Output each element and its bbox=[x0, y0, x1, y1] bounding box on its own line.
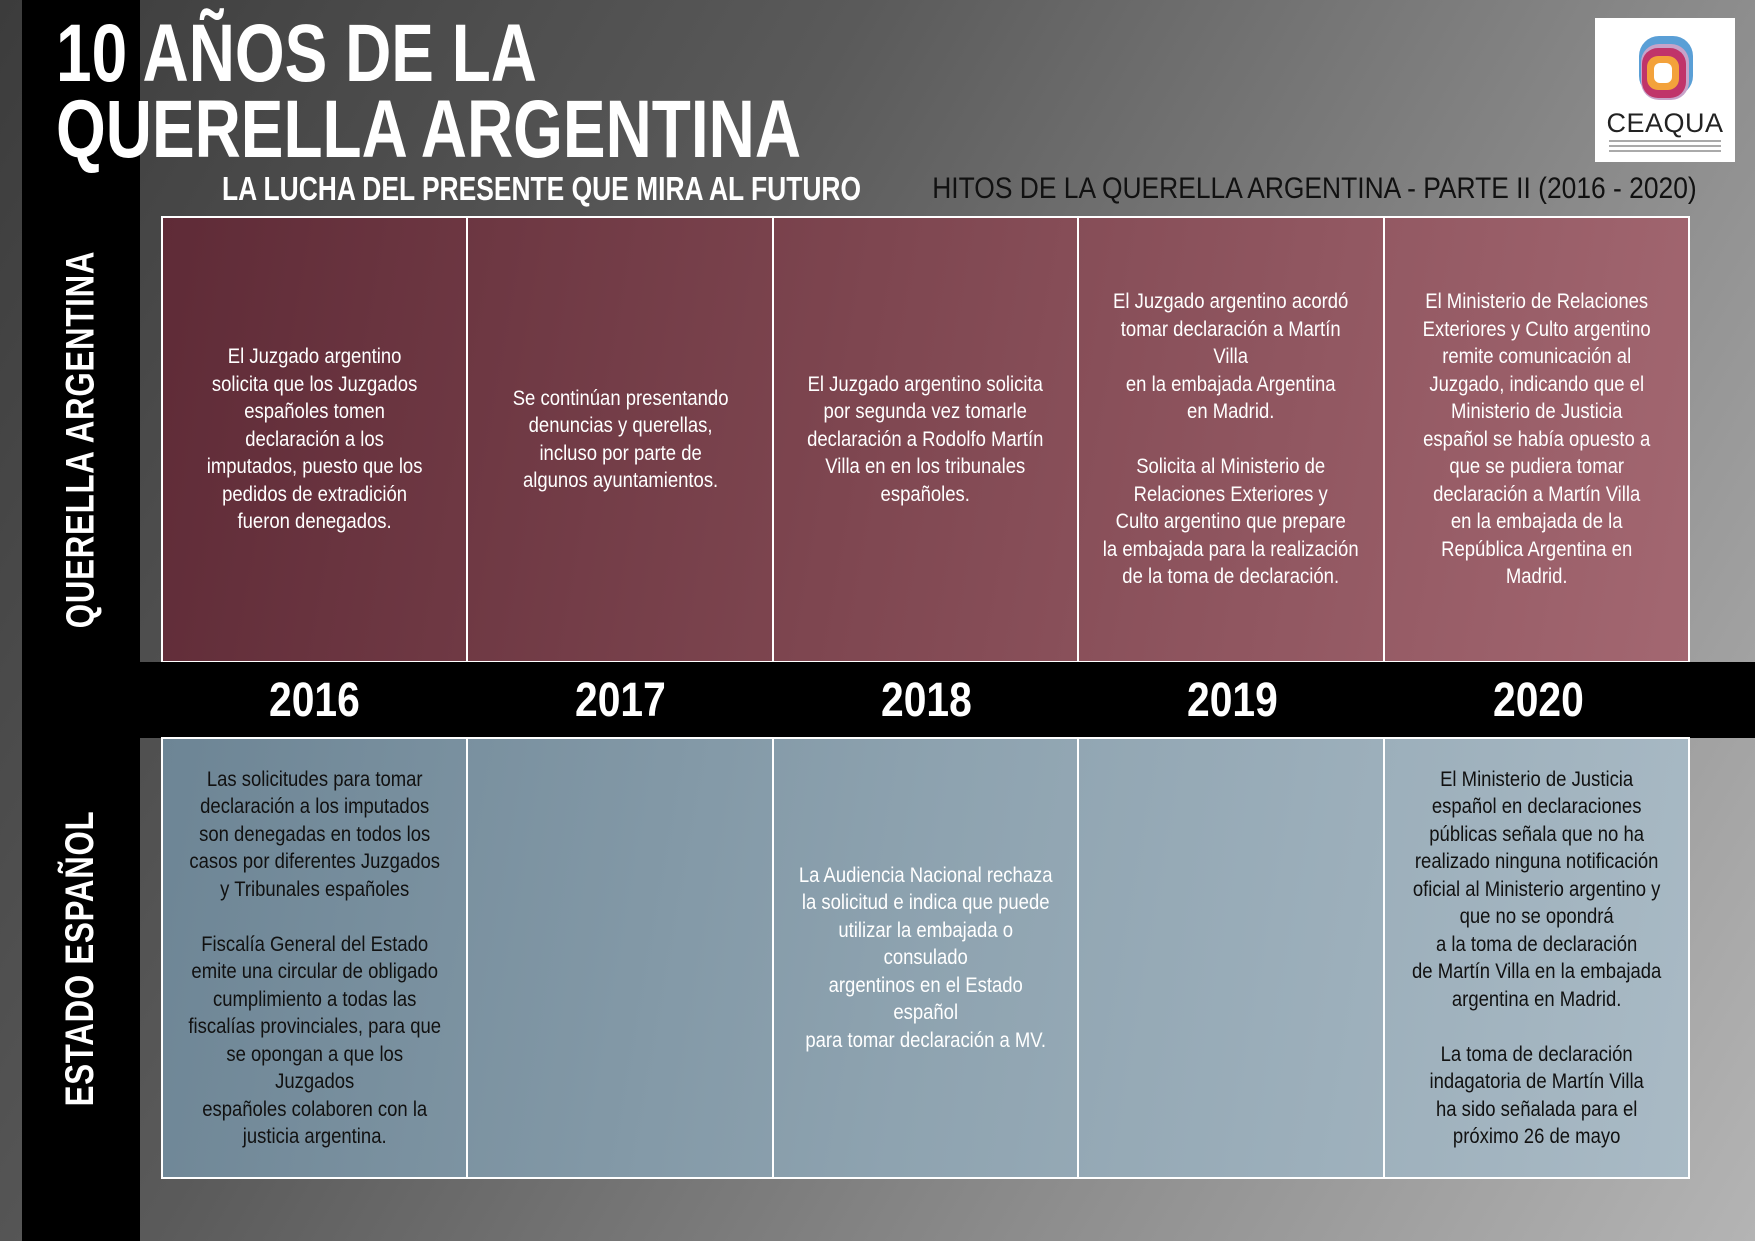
row-label-estado: ESTADO ESPAÑOL bbox=[58, 810, 103, 1106]
title-line-1: 10 AÑOS DE LA bbox=[56, 8, 537, 99]
title-line-2: QUERELLA ARGENTINA bbox=[56, 84, 802, 175]
querella-cell-2018 bbox=[774, 218, 1079, 661]
estado-row bbox=[161, 737, 1690, 1179]
estado-cell-2020 bbox=[1385, 739, 1688, 1177]
subtitle: LA LUCHA DEL PRESENTE QUE MIRA AL FUTURO bbox=[222, 170, 861, 207]
querella-cell-2017 bbox=[468, 218, 773, 661]
querella-text-2019: El Juzgado argentino acordó tomar declaración a Martín Villa en la embajada Argentina en Madrid. Solicita al Ministerio de Relaciones Exteriores y Culto argentino que prepare la embajada para la realización de la toma de declaración. bbox=[1103, 290, 1359, 589]
querella-cell-2016 bbox=[163, 218, 468, 661]
estado-cell-2018 bbox=[774, 739, 1079, 1177]
estado-text-2018: La Audiencia Nacional rechaza la solicitud e indica que puede utilizar la embajada o consulado argentinos en el Estado español para tomar declaración a MV. bbox=[798, 863, 1053, 1052]
querella-cell-2020 bbox=[1385, 218, 1688, 661]
estado-cell-2019 bbox=[1079, 739, 1384, 1177]
year-2018: 2018 bbox=[880, 673, 972, 727]
querella-row bbox=[161, 216, 1690, 663]
ceaqua-logo bbox=[1595, 18, 1735, 162]
year-band bbox=[140, 662, 1755, 738]
section-title: HITOS DE LA QUERELLA ARGENTINA - PARTE II (2016 - 2020) bbox=[932, 172, 1697, 205]
estado-cell-2016 bbox=[163, 739, 468, 1177]
estado-cell-2017 bbox=[468, 739, 773, 1177]
row-label-querella: QUERELLA ARGENTINA bbox=[58, 250, 103, 629]
logo-fine-print bbox=[1609, 140, 1721, 152]
estado-text-2020: El Ministerio de Justicia español en declaraciones públicas señala que no ha realizado ninguna notificación oficial al Ministerio argentino y que no se opondrá a la toma de declaración de Martín Villa en la embajada argentina en Madrid. La toma de declaración indagatoria de Martín Villa ha sido señalada para el próximo 26 de mayo bbox=[1411, 767, 1661, 1148]
querella-text-2016: El Juzgado argentino solicita que los Juzgados españoles tomen declaración a los imputados, puesto que los pedidos de extradición fueron denegados. bbox=[206, 345, 423, 534]
year-2016: 2016 bbox=[268, 673, 360, 727]
page-title bbox=[56, 8, 802, 175]
querella-text-2020: El Ministerio de Relaciones Exteriores y Culto argentino remite comunicación al Juzgado, indicando que el Ministerio de Justicia español se había opuesto a que se pudiera tomar declaración a Martín Villa en la embajada de la República Argentina en Madrid. bbox=[1422, 290, 1651, 589]
querella-cell-2019 bbox=[1079, 218, 1384, 661]
estado-text-2016: Las solicitudes para tomar declaración a los imputados son denegadas en todos los casos por diferentes Juzgados y Tribunales españoles Fiscalía General del Estado emite una circular de obligado cumplimiento a todas las fiscalías provinciales, para que se opongan a que los Juzgados españoles colaboren con la justicia argentina. bbox=[188, 767, 442, 1148]
year-2017: 2017 bbox=[574, 673, 666, 727]
ceaqua-logo-icon bbox=[1635, 32, 1697, 108]
year-2020: 2020 bbox=[1492, 673, 1584, 727]
year-2019: 2019 bbox=[1186, 673, 1278, 727]
querella-text-2017: Se continúan presentando denuncias y querellas, incluso por parte de algunos ayuntamientos. bbox=[512, 386, 728, 492]
logo-text: CEAQUA bbox=[1606, 108, 1724, 138]
row-label-querella-container bbox=[22, 216, 140, 663]
row-label-estado-container bbox=[22, 737, 140, 1179]
querella-text-2018: El Juzgado argentino solicita por segunda vez tomarle declaración a Rodolfo Martín Villa en en los tribunales españoles. bbox=[807, 372, 1044, 506]
